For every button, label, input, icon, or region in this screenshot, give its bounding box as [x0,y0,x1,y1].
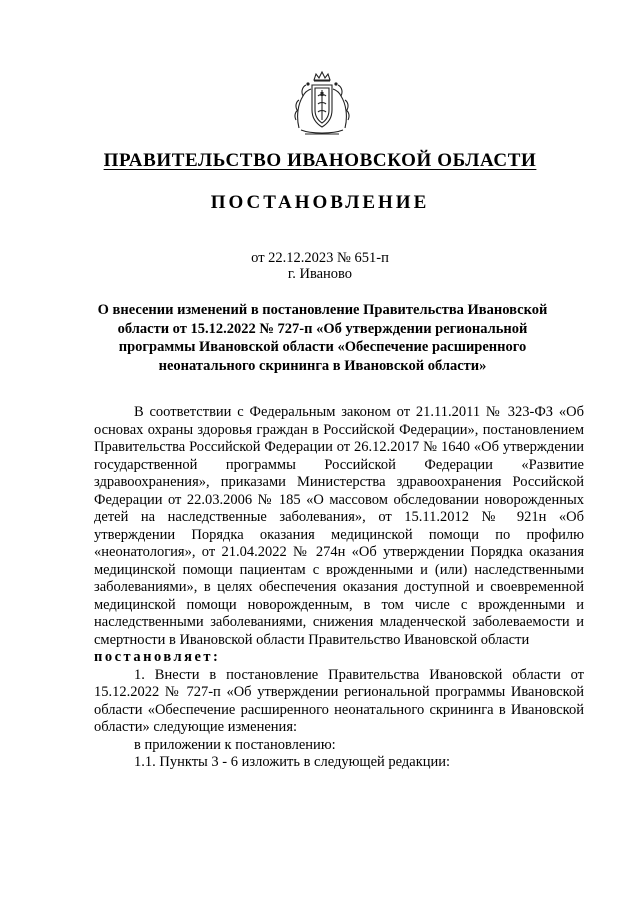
item-1: 1. Внести в постановление Правительства Ивановской области от 15.12.2022 № 727-п «Об утверждении региональной программы Ивановской области «Обеспечение расширенного неонатального скрининга в Ивановской области» следующие изменения: [94,666,584,735]
resolves-word: постановляет: [94,649,221,665]
coat-of-arms-icon [293,70,351,138]
item-1-1: 1.1. Пункты 3 - 6 изложить в следующей редакции: [134,754,451,770]
item-1-sub: в приложении к постановлению: [134,736,336,753]
preamble-paragraph: В соответствии с Федеральным законом от 21.11.2011 № 323-ФЗ «Об основах охраны здоровья граждан в Российской Федерации», постановлением Правительства Российской Федерации от 26.12.2017 № 1640 «Об утверждении государственной программы Российской Федерации «Развитие здравоохранения», приказами Министерства здравоохранения Российской Федерации от 22.03.2006 № 185 «О массовом обследовании новорожденных детей на наследственные заболевания», от 15.11.2012 № 921н «Об утверждении Порядка оказания медицинской помощи по профилю «неонатология», от 21.04.2022 № 274н «Об утверждении Порядка оказания медицинской помощи пациентам с врожденными и (или) наследственными заболеваниями», в целях обеспечения оказания доступной и своевременной медицинской помощи новорожденным, в том числе с врожденными и наследственными заболеваниями, снижения младенческой заболеваемости и смертности в Ивановской области Правительство Ивановской области [94,404,584,648]
document-type: ПОСТАНОВЛЕНИЕ [210,192,430,213]
document-title: О внесении изменений в постановление Правительства Ивановской области от 15.12.2022 № 727-п «Об утверждении региональной программы Ивановской области «Обеспечение расширенного неонатального скрининга в Ивановской области» [97,302,548,374]
city: г. Иваново [287,266,353,282]
document-body [94,404,584,772]
organization-name: ПРАВИТЕЛЬСТВО ИВАНОВСКОЙ ОБЛАСТИ [103,150,537,171]
date-number: от 22.12.2023 № 651-п [251,250,389,266]
